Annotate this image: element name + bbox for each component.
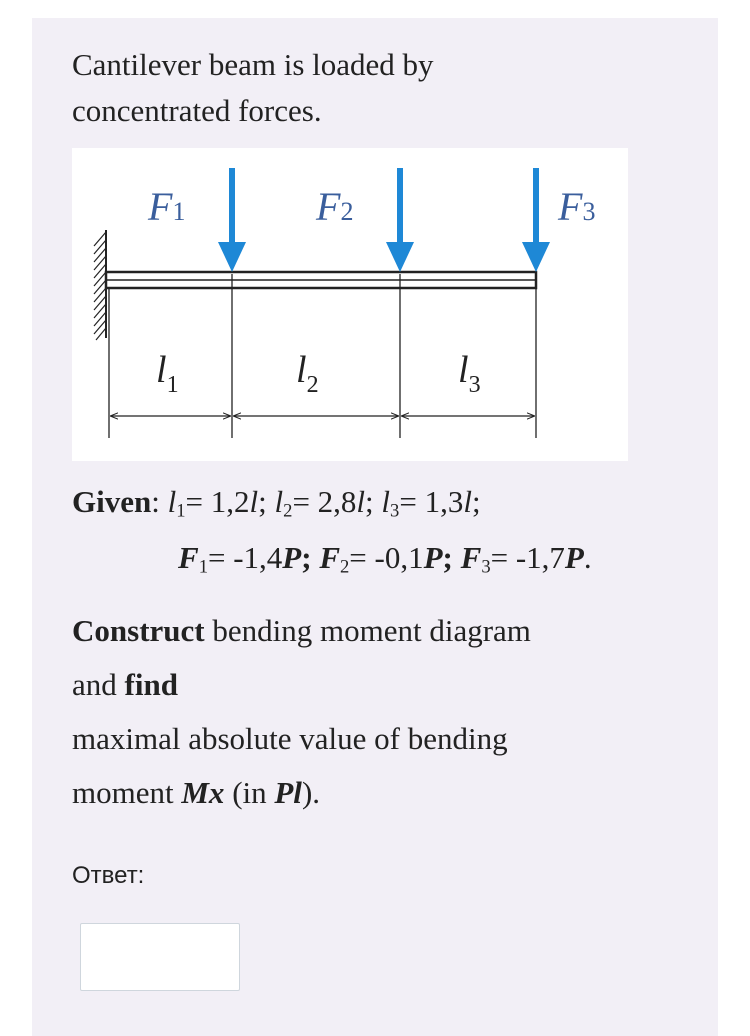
- svg-text:l1: [156, 349, 179, 398]
- task-mx: Mx: [181, 775, 225, 810]
- given-l1-value: = 1,2: [185, 484, 250, 519]
- task-construct: Construct: [72, 613, 205, 648]
- label-l2: l: [296, 349, 307, 391]
- label-l3: l: [458, 349, 469, 391]
- task-line-1: [72, 604, 672, 658]
- label-f3: F: [558, 184, 583, 229]
- given-l2-sub: 2: [283, 500, 293, 522]
- force-arrow-f1: [218, 168, 246, 272]
- label-f2: F: [316, 184, 341, 229]
- task-line-4: [72, 766, 672, 820]
- label-f3-sub: 3: [582, 197, 596, 226]
- given-f2-unit: P: [423, 540, 443, 575]
- given-f2-value: = -0,1: [349, 540, 424, 575]
- beam-diagram: [72, 148, 628, 461]
- given-sep: ;: [258, 484, 275, 519]
- label-l1: l: [156, 349, 167, 391]
- given-f2-symbol: F: [319, 540, 340, 575]
- dimension-guides: [109, 274, 536, 438]
- task-line-1-rest: bending moment diagram: [204, 613, 531, 648]
- svg-text:l2: [296, 349, 319, 398]
- answer-input[interactable]: [80, 923, 240, 991]
- label-l3-sub: 3: [468, 372, 481, 398]
- given-sep: ;: [365, 484, 382, 519]
- given-f3-sub: 3: [481, 556, 491, 578]
- given-l2-value: = 2,8: [292, 484, 357, 519]
- svg-text:F2: [315, 184, 353, 229]
- task-text: [72, 604, 672, 820]
- label-f2-sub: 2: [340, 197, 354, 226]
- given-f1-unit: P: [282, 540, 302, 575]
- task-find: find: [124, 667, 178, 702]
- svg-text:F1: [147, 184, 185, 229]
- task-close: ).: [301, 775, 321, 810]
- task-moment: moment: [72, 775, 182, 810]
- task-and: and: [72, 667, 125, 702]
- task-in: (in: [224, 775, 275, 810]
- given-f2-sub: 2: [340, 556, 350, 578]
- force-arrow-f3: [522, 168, 550, 272]
- label-f1: F: [148, 184, 173, 229]
- given-sep: ;: [442, 540, 461, 575]
- given-l2-symbol: l: [274, 484, 284, 519]
- intro-line-2: concentrated forces.: [72, 93, 322, 128]
- label-l1-sub: 1: [166, 372, 179, 398]
- task-pl: Pl: [274, 775, 302, 810]
- given-l3-sub: 3: [390, 500, 400, 522]
- beam-figure: [72, 148, 628, 461]
- length-labels: [156, 349, 481, 398]
- question-intro: [72, 42, 672, 134]
- given-l3-unit: l: [463, 484, 472, 519]
- given-colon: :: [151, 484, 168, 519]
- given-end: .: [583, 540, 592, 575]
- task-line-3: maximal absolute value of bending: [72, 721, 508, 756]
- task-line-2: [72, 658, 672, 712]
- given-f3-symbol: F: [460, 540, 482, 575]
- svg-text:l3: [458, 349, 481, 398]
- given-sep: ;: [301, 540, 320, 575]
- fixed-support: [94, 230, 106, 340]
- given-l2-unit: l: [356, 484, 366, 519]
- given-l1-symbol: l: [167, 484, 177, 519]
- given-l3-value: = 1,3: [399, 484, 464, 519]
- given-f3-value: = -1,7: [490, 540, 565, 575]
- given-f1-sub: 1: [198, 556, 208, 578]
- label-f1-sub: 1: [172, 197, 186, 226]
- given-l3-symbol: l: [381, 484, 391, 519]
- force-arrow-f2: [386, 168, 414, 272]
- given-sep: ;: [471, 484, 481, 519]
- answer-label: Ответ:: [72, 862, 145, 889]
- given-l1-unit: l: [249, 484, 259, 519]
- given-forces: [178, 538, 592, 578]
- given-f1-symbol: F: [178, 540, 199, 575]
- given-lengths: [72, 482, 481, 522]
- intro-line-1: Cantilever beam is loaded by: [72, 47, 434, 82]
- label-l2-sub: 2: [306, 372, 319, 398]
- force-labels: [147, 184, 595, 229]
- force-arrows: [218, 168, 550, 272]
- given-f3-unit: P: [564, 540, 584, 575]
- given-l1-sub: 1: [176, 500, 186, 522]
- given-f1-value: = -1,4: [207, 540, 283, 575]
- svg-text:F3: [557, 184, 595, 229]
- given-label: Given: [72, 484, 152, 519]
